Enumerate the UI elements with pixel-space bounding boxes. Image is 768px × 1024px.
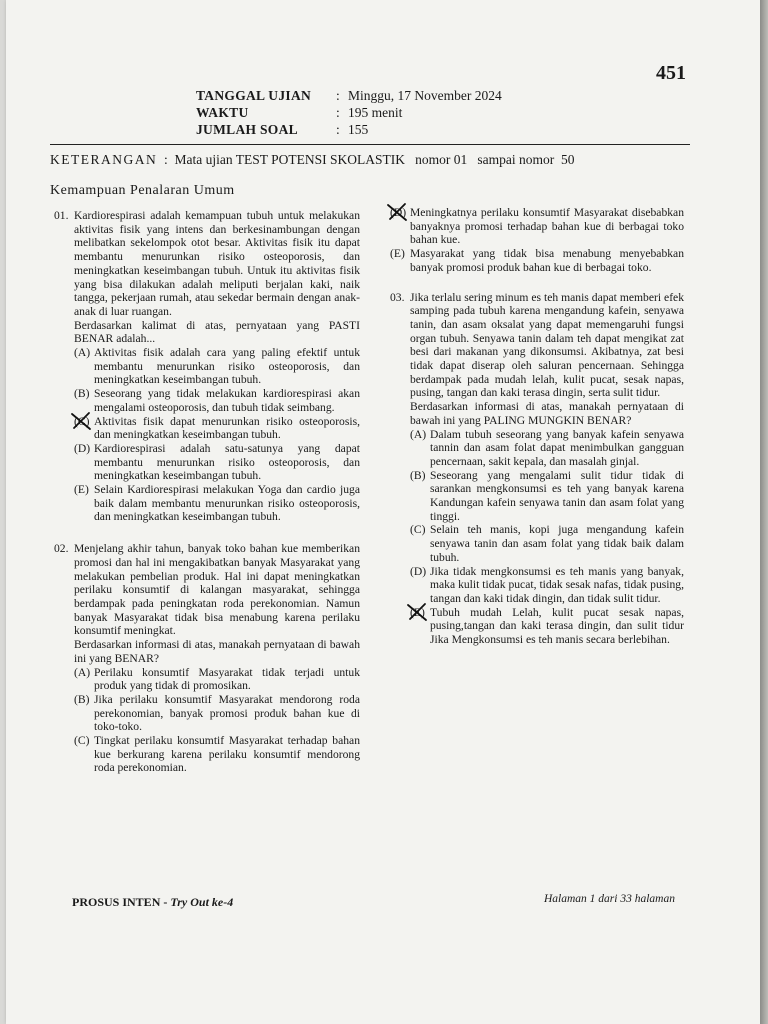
answer-option[interactable] [74, 346, 360, 387]
option-letter: (E) [74, 483, 89, 497]
option-text: Kardiorespirasi adalah satu-satunya yang dapat membantu menurunkan risiko osteoporosis, dan meningkatkan keseimbangan tubuh. [94, 441, 360, 483]
answer-option-selected[interactable] [74, 415, 360, 442]
option-text: Aktivitas fisik dapat menurunkan risiko osteoporosis, dan meningkatkan keseimbangan tubuh. [94, 414, 360, 442]
question-number: 02. [54, 542, 69, 556]
separator: : [336, 105, 340, 120]
option-letter: (C) [410, 523, 426, 537]
duration-value: 195 menit [348, 105, 403, 120]
option-letter [390, 206, 410, 247]
keterangan-line [50, 152, 575, 168]
exam-info [196, 87, 502, 138]
cross-mark-icon [70, 411, 92, 431]
cross-mark-icon [386, 202, 408, 222]
answer-option[interactable] [410, 565, 684, 606]
answer-option[interactable] [410, 428, 684, 469]
keterangan-subject: Mata ujian TEST POTENSI SKOLASTIK [174, 152, 406, 167]
option-letter: (E) [390, 247, 405, 261]
question-prompt: Berdasarkan kalimat di atas, pernyataan yang PASTI BENAR adalah... [74, 318, 360, 346]
separator: : [336, 122, 340, 137]
option-letter: (B) [410, 468, 426, 482]
question-01 [54, 209, 360, 524]
tryout-label: Try Out ke-4 [170, 895, 234, 909]
keterangan-title: KETERANGAN [50, 152, 158, 167]
right-column [390, 206, 684, 659]
question-text: Kardiorespirasi adalah kemampuan tubuh untuk melakukan aktivitas fisik yang intens dan berkesinambungan dengan melibatkan sekelompok otot besar. Aktivitas fisik itu dapat membantu menurunkan risiko osteoporosis, dan meningkatkan keseimbangan tubuh. Untuk itu aktivitas fisik yang bisa dilakukan adalah meliputi berjalan kaki, naik tangga, pekerjaan rumah, atau sekedar bermain dengan anak-anak di luar ruangan. [74, 209, 360, 318]
question-text: Jika terlalu sering minum es teh manis dapat memberi efek samping pada tubuh karena mengandung kafein, senyawa tanin, dan asam oksalat yang dapat memengaruhi fungsi organ tubuh. Senyawa tanin dalam teh dapat mengikat zat besi dari makanan yang dikonsumsi. Akibatnya, zat besi tidak dapat diserap oleh saluran pencernaan. Sehingga berdampak pada mudah lelah, kulit pucat, sesak napas, pusing, tangan dan kaki terasa dingin, serta sulit tidur. [410, 290, 684, 400]
left-column [54, 209, 360, 787]
option-letter: (A) [74, 665, 91, 679]
separator: : [336, 88, 340, 103]
page-edge-shadow [760, 0, 768, 1024]
exam-date-row [196, 87, 502, 104]
duration-row [196, 104, 502, 121]
keterangan-range: nomor 01 sampai nomor 50 [415, 152, 575, 167]
option-text: Perilaku konsumtif Masyarakat tidak terjadi untuk produk yang tidak di promosikan. [94, 665, 360, 693]
option-text: Seseorang yang mengalami sulit tidur tidak di sarankan mengkonsumsi es teh yang banyak karena Kandungan kafein senyawa tanin dan asam folat yang tinggi. [430, 468, 684, 523]
question-count-value: 155 [348, 122, 369, 137]
question-number: 03. [390, 290, 405, 304]
publisher-name: PROSUS INTEN - [72, 895, 171, 909]
option-text: Selain Kardiorespirasi melakukan Yoga dan cardio juga baik dalam membantu menurunkan risiko osteoporosis, dan meningkatkan keseimbangan tubuh. [94, 483, 360, 524]
question-count-row [196, 121, 502, 138]
option-letter-text: (C) [74, 414, 90, 428]
exam-code-number: 451 [656, 62, 686, 84]
answer-option[interactable] [74, 483, 360, 524]
answer-option[interactable] [390, 247, 684, 274]
answer-option[interactable] [74, 693, 360, 734]
answer-option[interactable] [74, 387, 360, 414]
option-letter: (A) [410, 427, 427, 441]
question-prompt: Berdasarkan informasi di atas, manakah pernyataan di bawah ini yang PALING MUNGKIN BENAR? [410, 400, 684, 427]
question-03 [390, 291, 684, 647]
option-text: Masyarakat yang tidak bisa menabung menyebabkan banyak promosi produk bahan kue di berbagai toko. [410, 247, 684, 274]
answer-option[interactable] [74, 734, 360, 775]
duration-label: WAKTU [196, 105, 249, 120]
option-text: Tubuh mudah Lelah, kulit pucat sesak napas, pusing,tangan dan kaki terasa dingin, dan sulit tidur Jika Mengkonsumsi es teh manis secara berlebihan. [430, 605, 684, 647]
option-text: Meningkatnya perilaku konsumtif Masyarakat disebabkan banyaknya promosi terhadap bahan kue di berbagai toko bahan kue. [410, 206, 684, 247]
option-letter-text: (D) [390, 206, 407, 219]
answer-option[interactable] [410, 523, 684, 564]
option-text: Aktivitas fisik adalah cara yang paling efektif untuk membantu menurunkan risiko osteoporosis, dan meningkatkan keseimbangan tubuh. [94, 346, 360, 387]
cross-mark-icon [406, 602, 428, 622]
option-letter-text: (E) [410, 605, 425, 619]
option-text: Tingkat perilaku konsumtif Masyarakat terhadap bahan kue berkurang karena perilaku konsumtif mendorong roda perekonomian. [94, 734, 360, 775]
header-divider [50, 144, 690, 145]
exam-date-value: Minggu, 17 November 2024 [348, 88, 502, 103]
answer-option-selected[interactable] [390, 206, 684, 247]
option-letter [410, 606, 430, 647]
question-prompt: Berdasarkan informasi di atas, manakah pernyataan di bawah ini yang BENAR? [74, 638, 360, 665]
answer-option[interactable] [410, 469, 684, 524]
footer-page-info: Halaman 1 dari 33 halaman [544, 893, 675, 905]
exam-page [6, 0, 760, 1024]
option-letter: (C) [74, 734, 90, 748]
option-letter: (D) [74, 441, 91, 455]
question-02 [54, 542, 360, 775]
footer-publisher [72, 895, 233, 910]
option-letter: (B) [74, 387, 90, 401]
exam-date-label: TANGGAL UJIAN [196, 88, 312, 103]
section-heading: Kemampuan Penalaran Umum [50, 183, 235, 198]
option-text: Selain teh manis, kopi juga mengandung kafein senyawa tanin dan asam folat yang tidak baik dalam tubuh. [430, 523, 684, 564]
keterangan-separator: : [164, 152, 168, 167]
option-letter: (D) [410, 564, 427, 578]
option-text: Jika perilaku konsumtif Masyarakat mendorong roda perekonomian, banyak promosi produk bahan kue di toko-toko. [94, 692, 360, 734]
question-count-label: JUMLAH SOAL [196, 122, 298, 137]
option-text: Seseorang yang tidak melakukan kardiorespirasi akan mengalami osteoporosis, dan tubuh tidak seimbang. [94, 387, 360, 414]
option-letter [74, 415, 94, 442]
answer-option-selected[interactable] [410, 606, 684, 647]
answer-option[interactable] [74, 666, 360, 693]
option-text: Dalam tubuh seseorang yang banyak kafein senyawa tannin dan asam folat dapat menimbulkan gangguan pencernaan, sakit kepala, dan masalah ginjal. [430, 427, 684, 468]
option-letter: (B) [74, 692, 90, 706]
question-number: 01. [54, 209, 69, 222]
option-letter: (A) [74, 346, 91, 360]
question-02-continued [390, 206, 684, 275]
answer-option[interactable] [74, 442, 360, 483]
option-text: Jika tidak mengkonsumsi es teh manis yang banyak, maka kulit tidak pucat, tidak sesak nafas, tidak pusing, tangan dan kaki tidak dingin, dan tidak sulit tidur. [430, 564, 684, 605]
question-text: Menjelang akhir tahun, banyak toko bahan kue memberikan promosi dan hal ini mengakibatkan banyak Masyarakat yang melakukan pembelian produk. Hal ini dapat meningkatkan perilaku konsumtif di kalangan masyarakat, sehingga berdampak pada peningkatan roda perekonomian. Namun banyak Masyarakat tidak bisa menabung karena perilaku konsumtif meningkat. [74, 542, 360, 638]
